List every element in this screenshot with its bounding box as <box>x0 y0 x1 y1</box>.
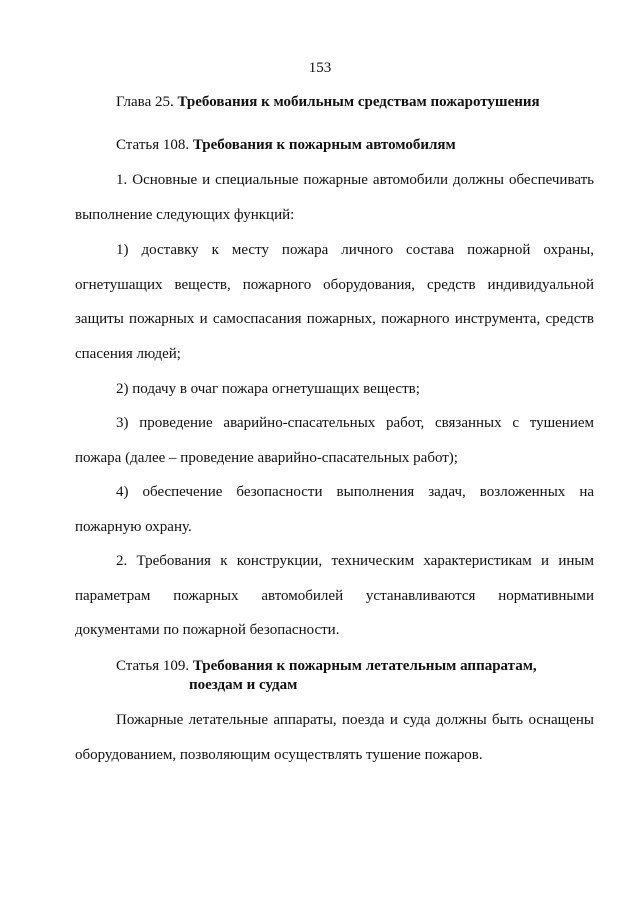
page-number: 153 <box>308 60 332 76</box>
article-109-title-line1: Требования к пожарным летательным аппаратам, <box>192 658 537 674</box>
article-108-item1-line1: 1) доставку к месту пожара личного состава пожарной охраны, <box>116 242 594 258</box>
article-108-item2-line1: 2) подачу в очаг пожара огнетушащих веществ; <box>116 381 420 397</box>
article-108-heading <box>116 136 456 154</box>
article-108-p2-line1: 2. Требования к конструкции, техническим характеристикам и иным <box>116 553 594 569</box>
article-109-prefix: Статья 109. <box>116 658 190 674</box>
chapter-prefix: Глава 25. <box>116 94 174 110</box>
article-108-item1-line2: огнетушащих веществ, пожарного оборудования, средств индивидуальной <box>75 277 594 293</box>
article-108-p2-line3: документами по пожарной безопасности. <box>75 622 340 638</box>
article-109-p1-line2: оборудованием, позволяющим осуществлять тушение пожаров. <box>75 747 483 763</box>
article-108-item3-line1: 3) проведение аварийно-спасательных работ, связанных с тушением <box>116 415 594 431</box>
chapter-heading <box>116 93 540 111</box>
article-108-item3-line2: пожара (далее – проведение аварийно-спасательных работ); <box>75 450 458 466</box>
article-108-p2-line2: параметрам пожарных автомобилей устанавливаются нормативными <box>75 588 594 604</box>
article-108-item4-line2: пожарную охрану. <box>75 519 192 535</box>
article-108-p1-line1: 1. Основные и специальные пожарные автомобили должны обеспечивать <box>116 172 594 188</box>
article-108-prefix: Статья 108. <box>116 137 190 153</box>
article-108-p1-line2: выполнение следующих функций: <box>75 207 295 223</box>
article-109-p1-line1: Пожарные летательные аппараты, поезда и суда должны быть оснащены <box>116 712 594 728</box>
chapter-title: Требования к мобильным средствам пожаротушения <box>177 94 540 110</box>
article-108-title: Требования к пожарным автомобилям <box>192 137 456 153</box>
article-108-item4-line1: 4) обеспечение безопасности выполнения задач, возложенных на <box>116 484 594 500</box>
article-109-title-line2: поездам и судам <box>189 677 298 693</box>
article-108-item1-line4: спасения людей; <box>75 346 181 362</box>
article-109-heading <box>116 657 537 675</box>
article-108-item1-line3: защиты пожарных и самоспасания пожарных, пожарного инструмента, средств <box>75 311 594 327</box>
